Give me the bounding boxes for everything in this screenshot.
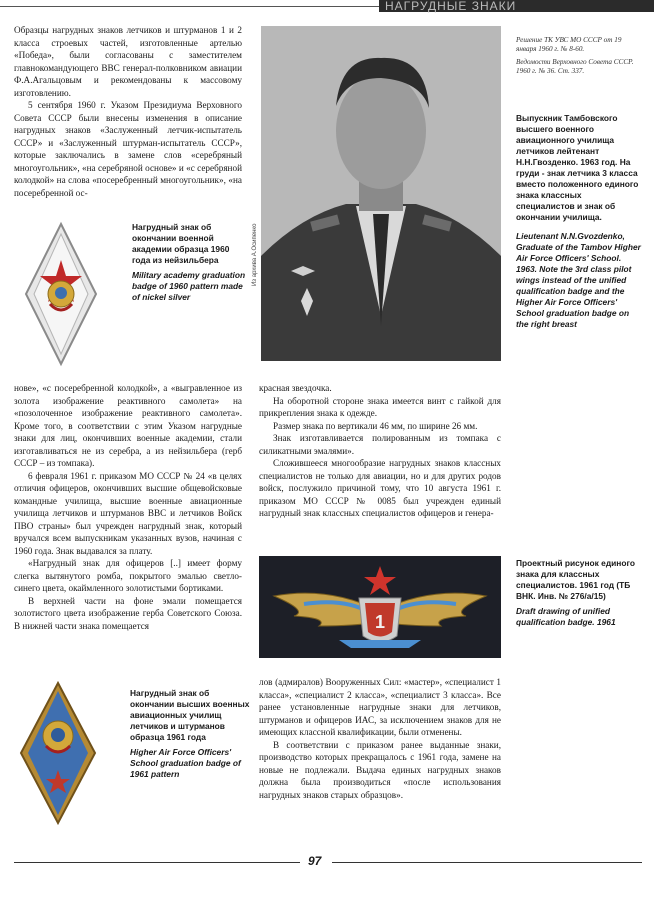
portrait-photo (252, 26, 501, 361)
photo-caption (516, 113, 642, 330)
header-title: НАГРУДНЫЕ ЗНАКИ (385, 0, 517, 13)
badge-class-number: 1 (374, 612, 386, 632)
footnotes (516, 36, 642, 76)
school-badge-image (18, 680, 98, 826)
footer-rule-left (14, 862, 300, 863)
paragraph: «Нагрудный знак для офицеров [..] имеет форму слегка вытянутого ромба, покрытого эмалью светло-синего цвета, окаймленного золотистыми бортиками. (14, 558, 242, 593)
school-badge-icon (18, 680, 98, 826)
caption-ru: Нагрудный знак об окончании военной академии образца 1960 года из нейзильбера (132, 222, 230, 265)
paragraph: лов (адмиралов) Вооруженных Сил: «мастер», «специалист 1 класса», «специалист 2 класса», «специалист 3 класса». Все ранее установленные нагрудные знаки для летчиков, штурманов и офицеров ИАС, за исключением знаков для не имеющих классной квалификации, были отменены. (259, 677, 501, 737)
paragraph: Сложившееся многообразие нагрудных знаков классных специалистов не только для авиации, но и для других родов войск, послужило причиной тому, что 10 августа 1961 г. приказом МО СССР № 0085 был учрежден единый нагрудный знак классных специалистов офицеров и генера- (259, 458, 501, 518)
running-header (0, 0, 654, 13)
paragraph: Образцы нагрудных знаков летчиков и штурманов 1 и 2 класса строевых частей, изготовленные артелью «Победа», были согласованы с заместителем главнокомандующего ВВС генерал-полковником авиации Ф.А.Агальцовым и рекомендованы к массовому изготовлению. (14, 25, 242, 98)
middle-column-text (259, 382, 501, 520)
school-badge-caption (130, 688, 252, 780)
paragraph: На оборотной стороне знака имеется винт с гайкой для прикрепления знака к одежде. (259, 395, 501, 418)
paragraph: В соответствии с приказом ранее выданные знаки, производство которых прекращалось с 1961 года, замене на новые не подлежали. Выдача единых нагрудных знаков должна была производиться «после использования нагрудных знаков старых образцов». (259, 739, 501, 800)
paragraph: В верхней части на фоне эмали помещается золотистого цвета изображение герба Советского Союза. В нижней части знака помещается (14, 595, 242, 631)
academy-badge-caption (132, 222, 250, 303)
page-number: 97 (308, 854, 322, 868)
bottom-column-text (259, 676, 501, 801)
winged-badge-icon (259, 556, 501, 658)
pilot-portrait-icon (261, 26, 501, 361)
paragraph: красная звездочка. (259, 383, 332, 393)
left-column-top-text (14, 24, 242, 199)
left-column-mid-text (14, 382, 242, 632)
caption-en: Higher Air Force Officers' School graduation badge of 1961 pattern (130, 747, 241, 779)
footnote: Решение ТК УВС МО СССР от 19 января 1960 г. № 8-60. (516, 36, 622, 53)
paragraph: нове», «с посеребренной колодкой», а «выгравленное из золота изображение реактивного самолета» на «позолоченное изображение реактивного самолета». Кроме того, в соответствии с этим Указом нагрудные знаки для лиц, окончивших военные академии, стали изготавливаться не из серебра, а из нейзильбера (герб СССР – из томпака). (14, 383, 242, 468)
caption-ru: Нагрудный знак об окончании высших военных авиационных училищ летчиков и штурманов образца 1961 года (130, 688, 250, 742)
paragraph: Размер знака по вертикали 46 мм, по ширине 26 мм. (273, 420, 478, 431)
academy-badge-image (22, 220, 100, 368)
caption-en: Lieutenant N.N.Gvozdenko, Graduate of the Tambov Higher Air Force Officers' School. 1963. Note the 3rd class pilot wings instead of the unified qualification badge and the Higher Air Force Officers' School graduation badge on the right breast (516, 231, 641, 329)
caption-en: Draft drawing of unified qualification badge. 1961 (516, 606, 616, 627)
caption-en: Military academy graduation badge of 1960 pattern made of nickel silver (132, 270, 246, 302)
paragraph: 6 февраля 1961 г. приказом МО СССР № 24 «в целях отличия офицеров, окончивших высшие общевойсковые командные училища, высшие военные авиационные училища летчиков и штурманов ВВС и летчиков Войск ПВО страны» был учрежден нагрудный знак, который вручался всем выпускникам указанных вузов, начиная с 1960 года. Знак выдавался за плату. (14, 470, 242, 556)
caption-ru: Выпускник Тамбовского высшего военного авиационного училища летчиков лейтенант Н.Н.Гвозденко. 1963 год. На груди - знак летчика 3 класса вместо положенного единого знака классных специалистов и знак об окончании училища. (516, 113, 639, 222)
draft-badge-image (259, 556, 501, 658)
photo-credit: Из архива А.Осипенко (252, 223, 258, 286)
academy-badge-icon (22, 220, 100, 368)
paragraph: Знак изготавливается полированным из томпака с силикатными эмалями». (259, 433, 501, 456)
draft-badge-caption (516, 558, 642, 628)
footnote: Ведомости Верховного Совета СССР. 1960 г. № 36. Ст. 337. (516, 58, 634, 75)
header-bar (379, 0, 654, 12)
paragraph: 5 сентября 1960 г. Указом Президиума Верховного Совета СССР были внесены изменения в описание нагрудных знаков «Заслуженный летчик-испытатель СССР» и «Заслуженный штурман-испытатель СССР», которые заключались в замене слов «серебряный многоугольник», «на серебряной основе» и «с серебряной колодкой» на слова «посеребренный многоугольник», «на посеребренной ос- (14, 100, 242, 198)
caption-ru: Проектный рисунок единого знака для классных специалистов. 1961 год (ТБ ВНК. Инв. № 276/а/15) (516, 558, 635, 601)
footer-rule-right (332, 862, 642, 863)
